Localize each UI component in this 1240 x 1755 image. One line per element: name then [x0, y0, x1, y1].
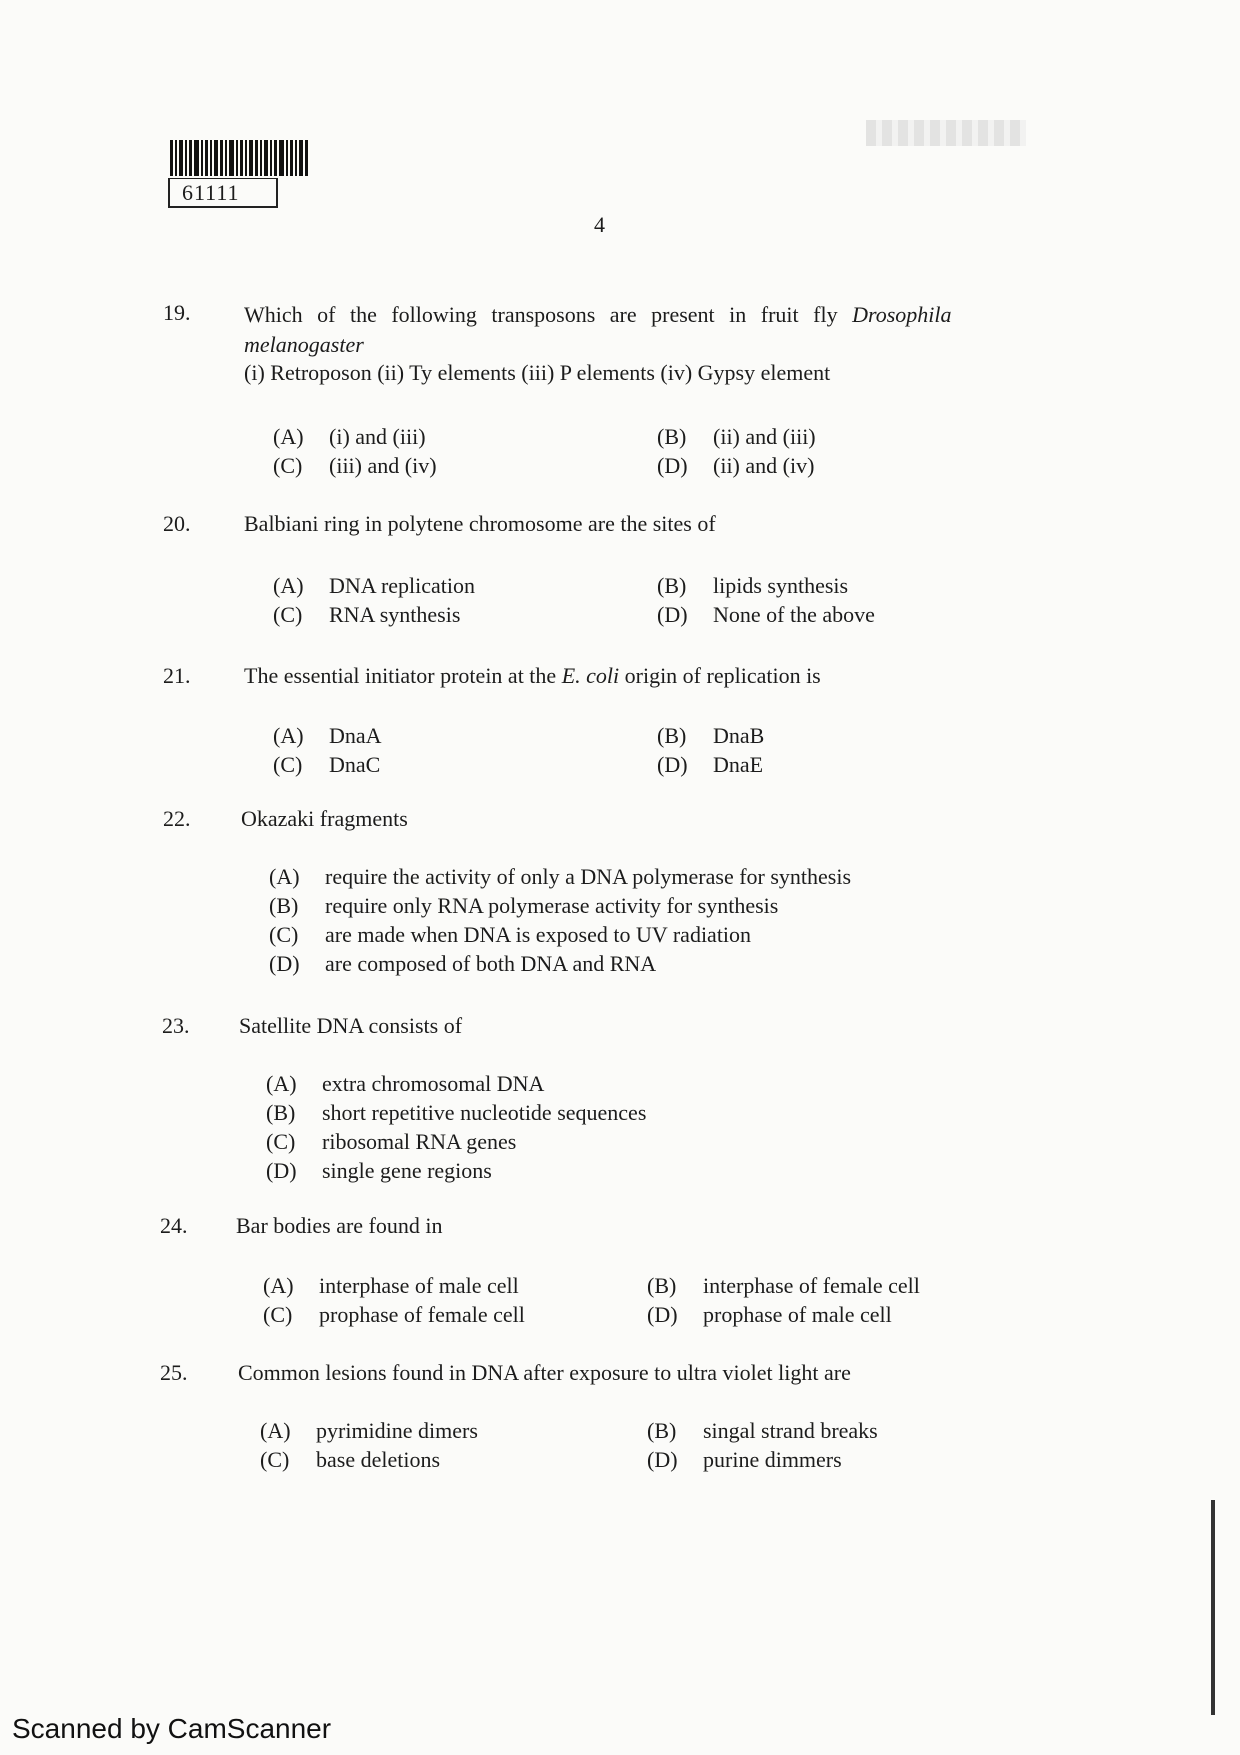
question-19	[163, 298, 1063, 478]
option-b[interactable]: (B) lipids synthesis	[657, 573, 849, 598]
question-text	[244, 300, 1044, 329]
question-number: 19.	[163, 300, 191, 325]
question-number: 21.	[163, 663, 191, 688]
option-b[interactable]: (B) singal strand breaks	[647, 1418, 878, 1443]
option-b[interactable]: (B) require only RNA polymerase activity for synthesis	[269, 893, 779, 918]
options	[263, 1271, 1007, 1329]
option-a[interactable]: (A) (i) and (iii)	[273, 424, 426, 449]
barcode	[170, 140, 330, 176]
option-a[interactable]: (A) DNA replication	[273, 573, 476, 598]
scanner-watermark: Scanned by CamScanner	[12, 1713, 332, 1744]
option-d[interactable]: (D) single gene regions	[266, 1158, 492, 1183]
question-text: Okazaki fragments	[241, 806, 408, 831]
question-24	[160, 1211, 1060, 1327]
question-22	[163, 804, 1063, 984]
question-number: 24.	[160, 1213, 188, 1238]
options	[273, 721, 1017, 779]
question-text: Bar bodies are found in	[236, 1213, 443, 1238]
scan-smudge	[866, 120, 1026, 146]
question-text: The essential initiator protein at the E. coli origin of replication is	[244, 663, 821, 688]
option-b[interactable]: (B) short repetitive nucleotide sequences	[266, 1100, 647, 1125]
options	[273, 422, 1017, 480]
question-text: Common lesions found in DNA after exposure to ultra violet light are	[238, 1360, 851, 1385]
species-genus: Drosophila	[852, 302, 952, 327]
option-a[interactable]: (A) extra chromosomal DNA	[266, 1071, 545, 1096]
question-number: 22.	[163, 806, 191, 831]
option-b[interactable]: (B) (ii) and (iii)	[657, 424, 816, 449]
option-d[interactable]: (D) purine dimmers	[647, 1447, 842, 1472]
option-d[interactable]: (D) are composed of both DNA and RNA	[269, 951, 657, 976]
option-c[interactable]: (C) DnaC	[273, 752, 381, 777]
page-number: 4	[594, 212, 605, 237]
question-number: 23.	[162, 1013, 190, 1038]
question-text: Balbiani ring in polytene chromosome are the sites of	[244, 511, 716, 536]
question-23	[162, 1011, 1062, 1191]
option-c[interactable]: (C) RNA synthesis	[273, 602, 461, 627]
question-text-line: Which of the following transposons are present in fruit fly	[244, 302, 853, 327]
species-name: melanogaster	[244, 332, 364, 357]
option-b[interactable]: (B) interphase of female cell	[647, 1273, 920, 1298]
option-a[interactable]: (A) pyrimidine dimers	[260, 1418, 478, 1443]
option-d[interactable]: (D) None of the above	[657, 602, 875, 627]
option-a[interactable]: (A) require the activity of only a DNA polymerase for synthesis	[269, 864, 852, 889]
question-items: (i) Retroposon (ii) Ty elements (iii) P elements (iv) Gypsy element	[244, 360, 831, 385]
options	[273, 571, 1017, 629]
paper-code: 61111	[168, 178, 278, 208]
scan-edge-line	[1211, 1500, 1215, 1715]
question-number: 20.	[163, 511, 191, 536]
options	[266, 1069, 646, 1185]
question-text: Satellite DNA consists of	[239, 1013, 463, 1038]
option-a[interactable]: (A) interphase of male cell	[263, 1273, 519, 1298]
option-a[interactable]: (A) DnaA	[273, 723, 382, 748]
option-c[interactable]: (C) (iii) and (iv)	[273, 453, 437, 478]
options	[260, 1416, 1007, 1474]
question-number: 25.	[160, 1360, 188, 1385]
option-d[interactable]: (D) (ii) and (iv)	[657, 453, 815, 478]
option-c[interactable]: (C) ribosomal RNA genes	[266, 1129, 517, 1154]
option-c[interactable]: (C) are made when DNA is exposed to UV radiation	[269, 922, 752, 947]
option-d[interactable]: (D) DnaE	[657, 752, 764, 777]
option-b[interactable]: (B) DnaB	[657, 723, 765, 748]
question-25	[160, 1358, 1060, 1472]
question-21	[163, 661, 1063, 777]
options	[269, 862, 851, 978]
option-c[interactable]: (C) prophase of female cell	[263, 1302, 525, 1327]
question-20	[163, 509, 1063, 627]
option-c[interactable]: (C) base deletions	[260, 1447, 441, 1472]
option-d[interactable]: (D) prophase of male cell	[647, 1302, 892, 1327]
